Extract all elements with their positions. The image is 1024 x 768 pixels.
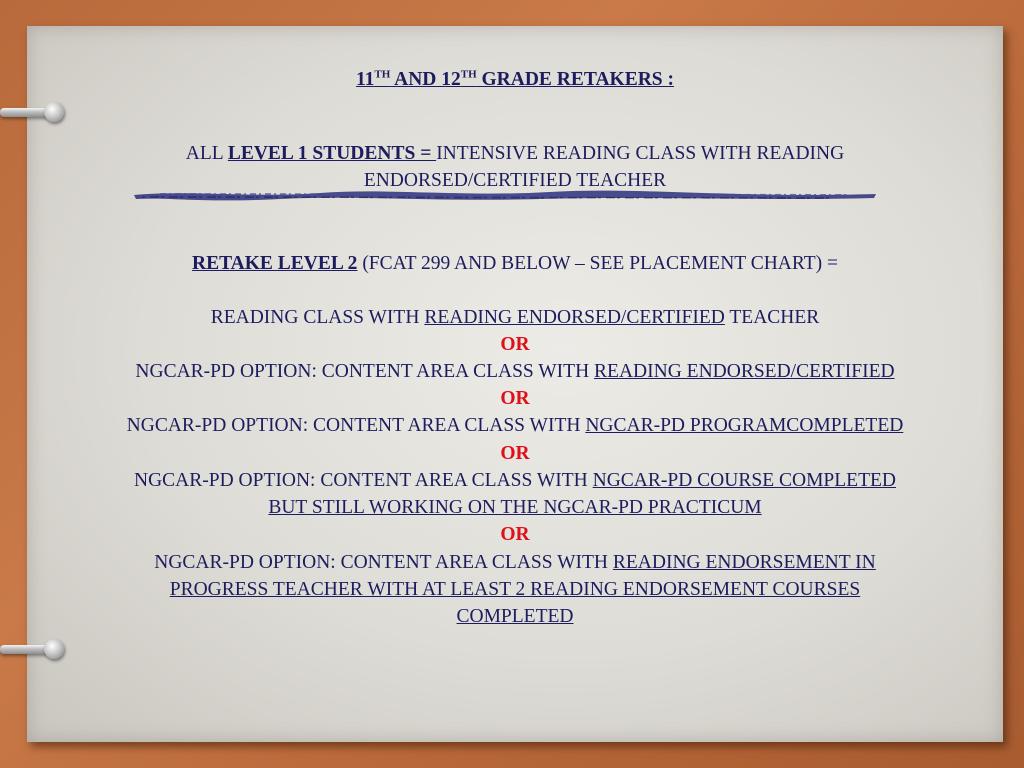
- or-separator: OR: [500, 388, 530, 409]
- level1-line-2: ENDORSED/CERTIFIED TEACHER: [363, 170, 667, 191]
- option-endorsed-certified: NGCAR-PD OPTION: CONTENT AREA CLASS WITH READING ENDORSED/CERTIFIED: [135, 361, 895, 382]
- slide-title: 11TH AND 12TH GRADE RETAKERS :: [355, 68, 675, 90]
- level1-line: ALL LEVEL 1 STUDENTS = INTENSIVE READING CLASS WITH READING: [185, 143, 845, 164]
- option-course-completed-line-2: BUT STILL WORKING ON THE NGCAR-PD PRACTICUM: [268, 497, 762, 518]
- option-endorsement-in-progress-line-2: PROGRESS TEACHER WITH AT LEAST 2 READING ENDORSEMENT COURSES: [169, 579, 861, 600]
- option-reading-class: READING CLASS WITH READING ENDORSED/CERTIFIED TEACHER: [210, 307, 820, 328]
- option-endorsement-in-progress: NGCAR-PD OPTION: CONTENT AREA CLASS WITH READING ENDORSEMENT IN: [154, 552, 876, 573]
- option-course-completed: NGCAR-PD OPTION: CONTENT AREA CLASS WITH NGCAR-PD COURSE COMPLETED: [133, 470, 896, 491]
- or-separator: OR: [500, 443, 530, 464]
- binder-ring-cap: [44, 102, 64, 122]
- option-endorsement-in-progress-line-3: COMPLETED: [456, 606, 574, 627]
- option-program-completed: NGCAR-PD OPTION: CONTENT AREA CLASS WITH NGCAR-PD PROGRAMCOMPLETED: [126, 415, 904, 436]
- or-separator: OR: [500, 524, 530, 545]
- or-separator: OR: [500, 334, 530, 355]
- retake-level2-heading: RETAKE LEVEL 2 (FCAT 299 AND BELOW – SEE PLACEMENT CHART) =: [192, 253, 838, 274]
- binder-ring-cap: [44, 639, 64, 659]
- binder-ring-bottom: [0, 639, 66, 661]
- binder-ring-top: [0, 102, 66, 124]
